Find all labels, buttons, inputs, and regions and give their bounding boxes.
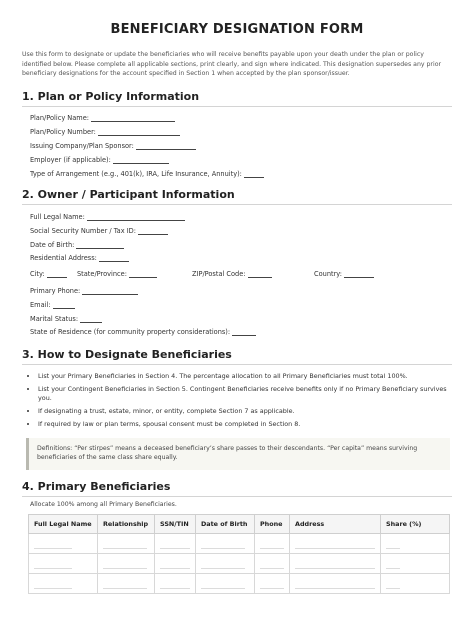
col-date-of-birth: Date of Birth [196,515,255,534]
marital-label: Marital Status: [30,315,79,323]
cell-line [160,567,190,569]
cell-line [103,587,147,589]
instruction-item: • List your Contingent Beneficiaries in Section 5. Contingent Beneficiaries receive benefits only if no Primary Beneficiary survives you. [38,385,458,403]
phone-line[interactable] [82,287,138,295]
address-field[interactable] [30,254,129,262]
address-label: Residential Address: [30,254,97,262]
phone-field[interactable] [30,287,138,295]
dob-cell[interactable] [196,574,255,594]
ssn-line[interactable] [138,227,168,235]
state-field[interactable] [77,270,157,278]
instruction-item: • If required by law or plan terms, spousal consent must be completed in Section 8. [38,420,458,429]
cell-line [295,587,375,589]
section-2-heading: 2. Owner / Participant Information [22,188,452,205]
relationship-cell[interactable] [98,574,155,594]
cell-line [295,547,375,549]
cell-line [260,587,284,589]
cell-line [386,567,400,569]
issuer-line[interactable] [136,142,196,150]
country-label: Country: [314,270,342,278]
full-name-field[interactable] [30,213,185,221]
city-line[interactable] [47,270,67,278]
instructions-list [22,372,458,433]
email-label: Email: [30,301,51,309]
cell-line [103,547,147,549]
residence-label: State of Residence (for community property considerations): [30,328,231,336]
ssn-cell[interactable] [155,534,196,554]
email-field[interactable] [30,301,75,309]
city-label: City: [30,270,45,278]
issuer-field[interactable] [30,142,196,150]
arrangement-line[interactable] [244,170,264,178]
col-relationship: Relationship [98,515,155,534]
cell-line [201,547,245,549]
cell-line [386,587,400,589]
definitions-text: Definitions: “Per stirpes” means a deceased beneficiary’s share passes to their descendants. “Per capita” means surviving beneficiaries of the same class share equally. [37,445,418,461]
table-row [29,534,450,554]
ssn-label: Social Security Number / Tax ID: [30,227,136,235]
phone-cell[interactable] [255,554,290,574]
issuer-label: Issuing Company/Plan Sponsor: [30,142,134,150]
plan-number-field[interactable] [30,128,180,136]
cell-line [103,567,147,569]
ssn-cell[interactable] [155,574,196,594]
definitions-note [26,438,450,470]
residence-line[interactable] [232,328,256,336]
name-cell[interactable] [29,554,98,574]
share-cell[interactable] [381,534,450,554]
country-field[interactable] [314,270,374,278]
cell-line [201,567,245,569]
country-line[interactable] [344,270,374,278]
dob-cell[interactable] [196,534,255,554]
table-row [29,574,450,594]
cell-line [386,547,400,549]
zip-line[interactable] [248,270,272,278]
cell-line [295,567,375,569]
plan-name-label: Plan/Policy Name: [30,114,89,122]
address-line[interactable] [99,254,129,262]
instruction-item: • List your Primary Beneficiaries in Section 4. The percentage allocation to all Primary Beneficiaries must total 100%. [38,372,458,381]
ssn-cell[interactable] [155,554,196,574]
address-cell[interactable] [290,574,381,594]
arrangement-label: Type of Arrangement (e.g., 401(k), IRA, Life Insurance, Annuity): [30,170,242,178]
cell-line [201,587,245,589]
zip-label: ZIP/Postal Code: [192,270,246,278]
dob-cell[interactable] [196,554,255,574]
employer-label: Employer (if applicable): [30,156,111,164]
full-name-line[interactable] [87,213,185,221]
plan-number-label: Plan/Policy Number: [30,128,96,136]
marital-field[interactable] [30,315,102,323]
table-header-row [29,515,450,534]
employer-line[interactable] [113,156,169,164]
col-address: Address [290,515,381,534]
section-4-heading: 4. Primary Beneficiaries [22,480,452,497]
phone-cell[interactable] [255,574,290,594]
allocation-note: Allocate 100% among all Primary Beneficiaries. [30,501,177,508]
state-label: State/Province: [77,270,127,278]
section-3-heading: 3. How to Designate Beneficiaries [22,348,452,365]
name-cell[interactable] [29,574,98,594]
cell-line [160,587,190,589]
dob-line[interactable] [76,241,124,249]
section-1-heading: 1. Plan or Policy Information [22,90,452,107]
ssn-field[interactable] [30,227,168,235]
cell-line [34,547,72,549]
email-line[interactable] [53,301,75,309]
instruction-item: • If designating a trust, estate, minor, or entity, complete Section 7 as applicable. [38,407,458,416]
dob-field[interactable] [30,241,124,249]
col-phone: Phone [255,515,290,534]
residence-field[interactable] [30,328,256,336]
col-ssn-tin: SSN/TIN [155,515,196,534]
address-cell[interactable] [290,534,381,554]
phone-cell[interactable] [255,534,290,554]
cell-line [260,567,284,569]
relationship-cell[interactable] [98,534,155,554]
cell-line [260,547,284,549]
plan-name-line[interactable] [91,114,175,122]
employer-field[interactable] [30,156,169,164]
plan-name-field[interactable] [30,114,175,122]
table-row [29,554,450,574]
relationship-cell[interactable] [98,554,155,574]
city-field[interactable] [30,270,67,278]
cell-line [34,587,72,589]
cell-line [34,567,72,569]
zip-field[interactable] [192,270,272,278]
cell-line [160,547,190,549]
share-cell[interactable] [381,574,450,594]
col-full-legal-name: Full Legal Name [29,515,98,534]
full-name-label: Full Legal Name: [30,213,85,221]
dob-label: Date of Birth: [30,241,75,249]
col-share: Share (%) [381,515,450,534]
plan-number-line[interactable] [98,128,180,136]
primary-beneficiaries-table [28,514,450,594]
state-line[interactable] [129,270,157,278]
form-title: BENEFICIARY DESIGNATION FORM [110,22,364,37]
marital-line[interactable] [80,315,102,323]
share-cell[interactable] [381,554,450,574]
arrangement-field[interactable] [30,170,264,178]
name-cell[interactable] [29,534,98,554]
phone-label: Primary Phone: [30,287,81,295]
address-cell[interactable] [290,554,381,574]
form-intro: Use this form to designate or update the beneficiaries who will receive benefits payable upon your death under the plan or policy identified below. Please complete all applicable sections, print clearly, and sign where indicated. This designation supersedes any prior beneficiary designations for the account specified in Section 1 when accepted by the plan sponsor/issuer. [22,51,442,77]
